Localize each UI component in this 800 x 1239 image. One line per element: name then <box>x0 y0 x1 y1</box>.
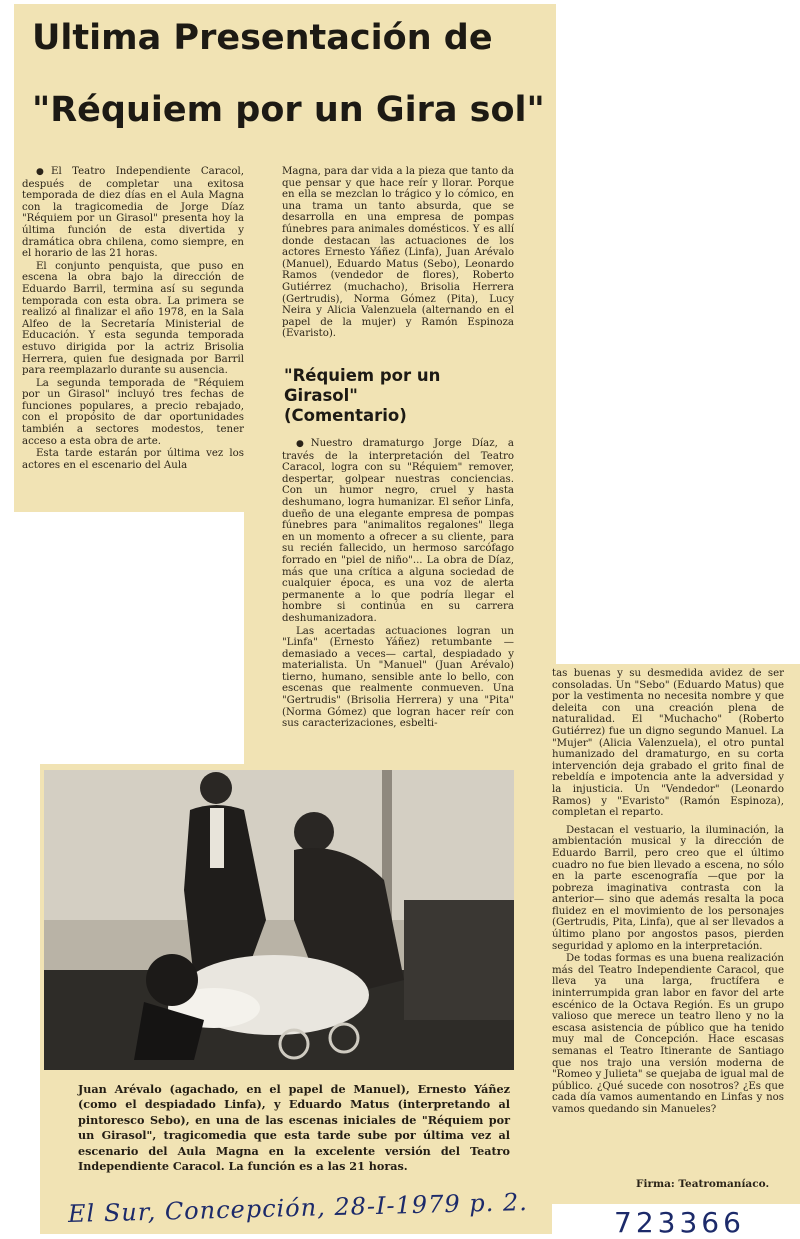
photo-caption: Juan Arévalo (agachado, en el papel de Manuel), Ernesto Yáñez (como el despiadado Linfa), y Eduardo Matus (interpretando al pintoresco Sebo), en una de las escenas iniciales de "Réquiem por un Girasol", tragicomedia que esta tarde sube por última vez al escenario del Aula Magna en la excelente versión del Teatro Independiente Caracol. La función es a las 21 horas. <box>78 1082 510 1174</box>
photo-illustration <box>44 770 514 1070</box>
commentary-heading <box>284 366 534 426</box>
paragraph: Magna, para dar vida a la pieza que tanto da que pensar y que hace reír y llorar. Porque en ella se mezclan lo trágico y lo cómico, en una trama un tanto absurda, que se desarrolla en una empresa de pompas fúnebres para animales domésticos. Y es allí donde destacan las actuaciones de los actores Ernesto Yáñez (Linfa), Juan Arévalo (Manuel), Eduardo Matus (Sebo), Leonardo Ramos (vendedor de flores), Roberto Gutiérrez (muchacho), Brisolia Herrera (Gertrudis), Norma Gómez (Pita), Lucy Neira y Alicia Valenzuela (alternando en el papel de la mujer) y Ramón Espinoza (Evaristo). <box>282 166 514 340</box>
commentary-heading-line-2: Girasol" <box>284 386 358 405</box>
handwritten-source-note: El Sur, Concepción, 28-I-1979 p. 2. <box>67 1187 529 1229</box>
paragraph: Esta tarde estarán por última vez los actores en el escenario del Aula <box>22 448 244 471</box>
author-signature: Firma: Teatromaníaco. <box>636 1178 770 1190</box>
paragraph: tas buenas y su desmedida avidez de ser consoladas. Un "Sebo" (Eduardo Matus) que por la vestimenta no necesita nombre y que deleita con una creación plena de naturalidad. El "Muchacho" (Roberto Gutiérrez) fue un digno segundo Manuel. La "Mujer" (Alicia Valenzuela), el otro puntal humanizado del dramaturgo, en su corta intervención deja grabado el grito final de rebeldía e impotencia ante la adversidad y la injusticia. Un "Vendedor" (Leonardo Ramos) y "Evaristo" (Ramón Espinoza), completan el reparto. <box>552 668 784 819</box>
commentary-body <box>282 438 514 731</box>
article-column-1 <box>22 166 244 472</box>
headline-line-1: Ultima Presentación de <box>32 18 493 58</box>
paragraph: Destacan el vestuario, la iluminación, la ambientación musical y la dirección de Eduardo Barril, pero creo que el último cuadro no fue bien llevado a escena, no sólo en la parte escenografía —que por la pobreza imaginativa contrasta con la anterior— sino que además resalta la poca fluidez en el movimiento de los personajes (Gertrudis, Pita, Linfa), que al ser llevados a último plano por angostos pasos, pierden seguridad y aplomo en la interpretación. <box>552 824 784 952</box>
paragraph: ● El Teatro Independiente Caracol, después de completar una exitosa temporada de diez días en el Aula Magna con la tragicomedia de Jorge Díaz "Réquiem por un Girasol" presenta hoy la última función de esta divertida y dramática obra chilena, como siempre, en el horario de las 21 horas. <box>22 166 244 260</box>
commentary-heading-line-3: (Comentario) <box>284 406 407 425</box>
paragraph: El conjunto penquista, que puso en escena la obra bajo la dirección de Eduardo Barril, termina así su segunda temporada con esta obra. La primera se realizó al finalizar el año 1978, en la Sala Alfeo de la Secretaría Ministerial de Educación. Y esta segunda temporada estuvo dirigida por la actriz Brisolia Herrera, quien fue designada por Barril para reemplazarlo durante su ausencia. <box>22 260 244 377</box>
article-column-2 <box>282 166 514 341</box>
headline-line-2: "Réquiem por un Gira sol" <box>32 90 545 130</box>
article-column-3 <box>552 668 784 1117</box>
scene-photograph <box>44 770 514 1070</box>
paragraph: La segunda temporada de "Réquiem por un Girasol" incluyó tres fechas de funciones populares, a precio rebajado, con el propósito de dar oportunidades también a sectores modestos, tener acceso a esta obra de arte. <box>22 377 244 447</box>
paragraph: Las acertadas actuaciones logran un "Linfa" (Ernesto Yáñez) retumbante —demasiado a veces— cartal, despiadado y materialista. Un "Manuel" (Juan Arévalo) tierno, humano, sensible ante lo bello, con escenas que realmente conmueven. Una "Gertrudis" (Brisolia Herrera) y una "Pita" (Norma Gómez) que logran hacer reír con sus caracterizaciones, esbelti- <box>282 625 514 730</box>
archive-number: 723366 <box>614 1206 745 1239</box>
commentary-heading-line-1: "Réquiem por un <box>284 366 441 385</box>
paragraph: De todas formas es una buena realización más del Teatro Independiente Caracol, que lleva ya una larga, fructífera e ininterrumpida gran labor en favor del arte escénico de la Octava Región. Es un grupo valioso que merece un teatro lleno y no la escasa asistencia de público que ha tenido muy mal de Concepción. Hace escasas semanas el Teatro Itinerante de Santiago que nos trajo una versión moderna de "Romeo y Julieta" se quejaba de igual mal de público. ¿Qué sucede con nosotros? ¿Es que cada día vamos aumentando en Linfas y nos vamos quedando sin Manueles? <box>552 953 784 1115</box>
paragraph: ● Nuestro dramaturgo Jorge Díaz, a través de la interpretación del Teatro Caracol, logra con su "Réquiem" remover, despertar, golpear nuestras conciencias. Con un humor negro, cruel y hasta deshumano, logra humanizar. El señor Linfa, dueño de una elegante empresa de pompas fúnebres para "animalitos regalones" llega en un momento a ofrecer a su cliente, para su recién fallecido, un hermoso sarcófago forrado en "piel de niño"... La obra de Díaz, más que una crítica a alguna sociedad de cualquier época, es una voz de alerta permanente a lo que podría llegar el hombre si continúa en su carrera deshumanizadora. <box>282 438 514 625</box>
